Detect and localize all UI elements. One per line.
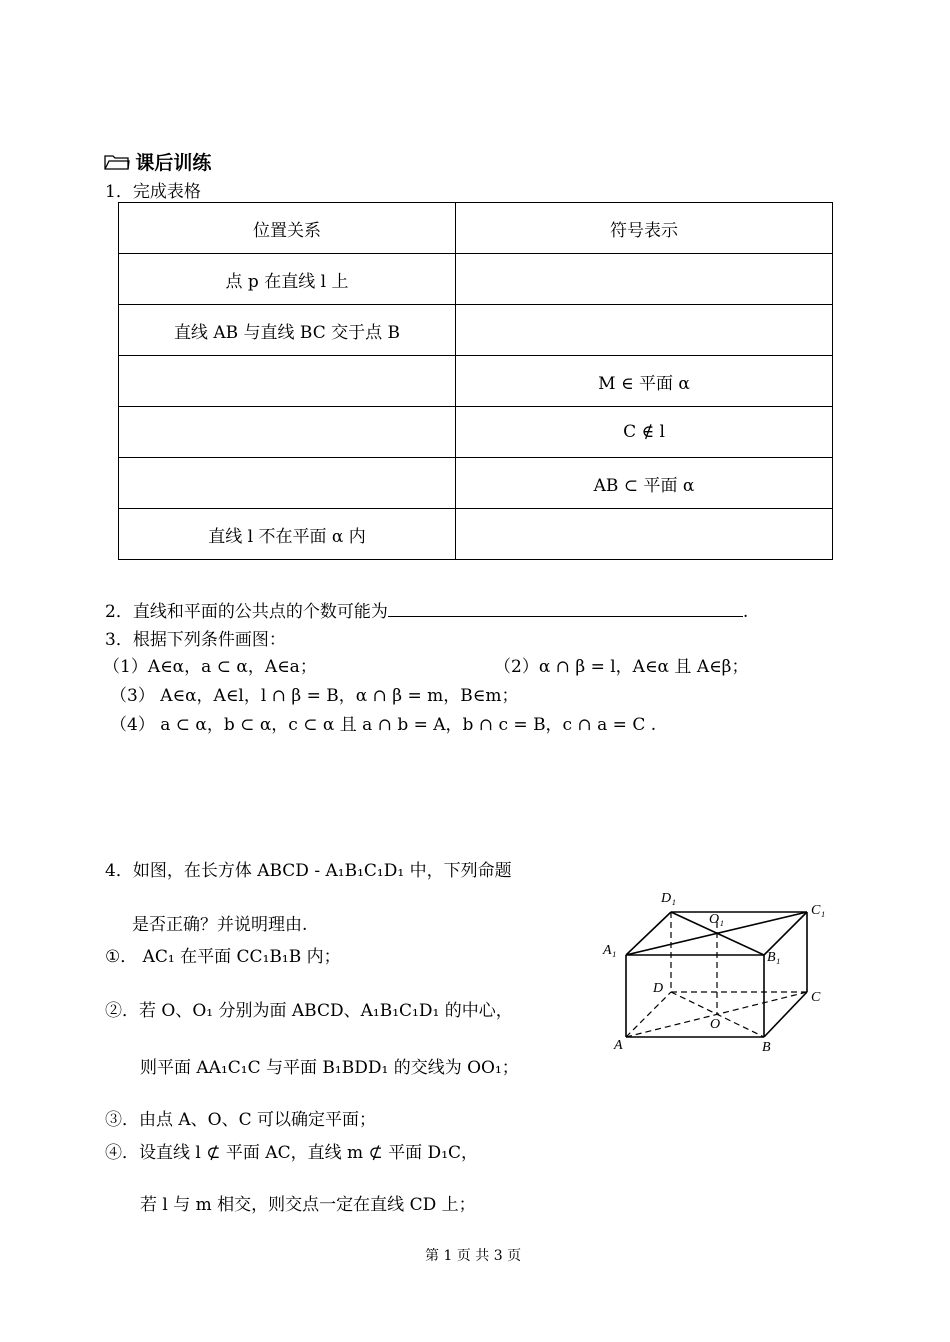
label-O: O: [710, 1017, 721, 1032]
q3-label: 3．根据下列条件画图：: [105, 630, 286, 650]
table-cell: 点 p 在直线 l 上: [119, 254, 456, 305]
section-header: [104, 148, 211, 175]
label-C: C: [811, 990, 821, 1005]
table-row: [119, 458, 833, 509]
q3-item-1: （1）A∈α，a ⊂ α，A∈a；: [103, 657, 317, 677]
table-header-row: [119, 203, 833, 254]
q3-item-2: （2）α ∩ β = l，A∈α 且 A∈β；: [494, 657, 749, 677]
q2-text: [105, 597, 748, 622]
table-header: 位置关系: [119, 203, 456, 254]
q4-item-2a: ②．若 O、O₁ 分别为面 ABCD、A₁B₁C₁D₁ 的中心，: [105, 1001, 513, 1021]
answer-blank[interactable]: [388, 602, 743, 617]
label-B1: B₁: [767, 950, 781, 965]
table-row: [119, 356, 833, 407]
table-cell: [456, 305, 833, 356]
label-A1: A₁: [603, 943, 617, 958]
q4-item-2b: 则平面 AA₁C₁C 与平面 B₁BDD₁ 的交线为 OO₁；: [140, 1058, 519, 1078]
folder-icon: [104, 153, 130, 171]
section-title: 课后训练: [135, 152, 212, 174]
label-D1: D₁: [661, 891, 676, 906]
table-cell: M ∈ 平面 α: [456, 356, 833, 407]
q4-item-1: ①． AC₁ 在平面 CC₁B₁B 内；: [105, 947, 341, 967]
q4-item-4a: ④．设直线 l ⊄ 平面 AC，直线 m ⊄ 平面 D₁C，: [105, 1143, 479, 1163]
table-row: [119, 254, 833, 305]
table-row: [119, 407, 833, 458]
q4-line-1: 4．如图，在长方体 ABCD - A₁B₁C₁D₁ 中，下列命题: [105, 861, 512, 881]
cuboid-figure: [595, 880, 835, 1060]
q4-item-4b: 若 l 与 m 相交，则交点一定在直线 CD 上；: [140, 1195, 476, 1215]
label-B: B: [762, 1040, 771, 1055]
label-O1: O₁: [709, 912, 724, 927]
table-cell: [456, 254, 833, 305]
label-D: D: [653, 981, 664, 996]
q4-line-2: 是否正确？并说明理由.: [132, 915, 308, 935]
table-row: [119, 509, 833, 560]
q2-period: .: [742, 602, 749, 622]
table-header: 符号表示: [456, 203, 833, 254]
table-cell: AB ⊂ 平面 α: [456, 458, 833, 509]
q1-label: 1．完成表格: [105, 182, 201, 202]
table-cell: 直线 AB 与直线 BC 交于点 B: [119, 305, 456, 356]
table-cell: 直线 l 不在平面 α 内: [119, 509, 456, 560]
table-cell: [119, 407, 456, 458]
q4-item-3: ③．由点 A、O、C 可以确定平面；: [105, 1110, 377, 1130]
q3-item-3: （3） A∈α，A∈l，l ∩ β = B，α ∩ β = m，B∈m；: [110, 686, 519, 706]
label-A: A: [614, 1038, 623, 1053]
q2-question: 2．直线和平面的公共点的个数可能为: [105, 602, 388, 622]
label-C1: C₁: [811, 903, 826, 918]
page-footer: 第 1 页 共 3 页: [425, 1248, 522, 1264]
q3-item-4: （4） a ⊂ α，b ⊂ α，c ⊂ α 且 a ∩ b = A，b ∩ c = B，c ∩ a = C .: [110, 715, 657, 735]
table-cell: C ∉ l: [456, 407, 833, 458]
relation-table: [118, 202, 833, 560]
table-row: [119, 305, 833, 356]
table-cell: [456, 509, 833, 560]
table-cell: [119, 356, 456, 407]
table-cell: [119, 458, 456, 509]
